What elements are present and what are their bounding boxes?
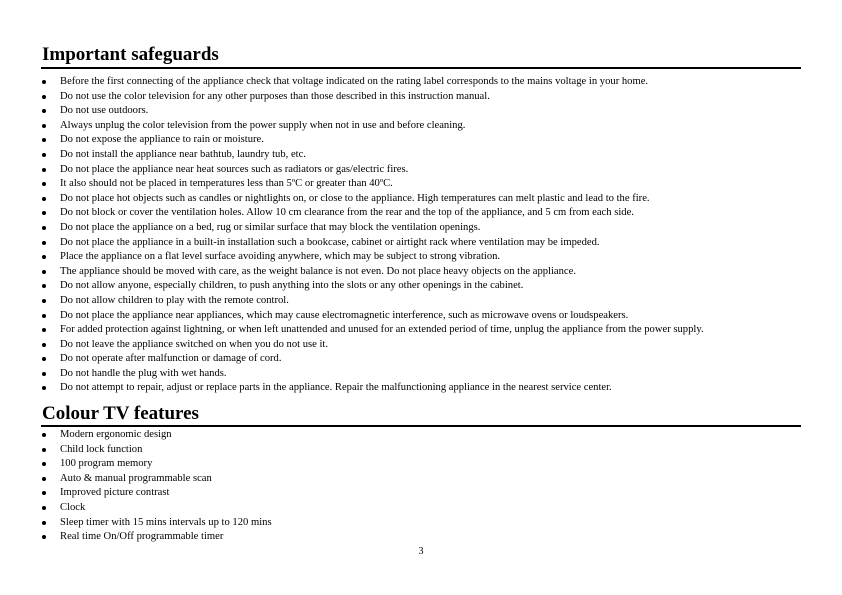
list-item-text: It also should not be placed in temperatures less than 5ºC or greater than 40ºC. <box>60 178 393 190</box>
bullet-icon <box>42 226 46 230</box>
list-item-text: Do not place the appliance near heat sources such as radiators or gas/electric fires. <box>60 163 409 175</box>
bullet-icon <box>42 241 46 245</box>
bullet-icon <box>42 521 46 525</box>
bullet-icon <box>42 299 46 303</box>
list-item-text: Before the first connecting of the appliance check that voltage indicated on the rating label corresponds to the mains voltage in your home. <box>60 76 649 87</box>
list-item-text: Clock <box>60 501 86 513</box>
bullet-icon <box>42 80 46 84</box>
list-item-text: For added protection against lightning, or when left unattended and unused for an extended period of time, unplug the appliance from the power supply. <box>60 324 704 336</box>
bullet-icon <box>42 328 46 332</box>
bullet-icon <box>42 386 46 390</box>
bullet-icon <box>42 372 46 376</box>
bullet-icon <box>42 314 46 318</box>
list-item-text: Do not place the appliance in a built-in installation such a bookcase, cabinet or airtight rack where ventilation may be impeded. <box>60 236 600 248</box>
list-item-text: Real time On/Off programmable timer <box>60 531 224 543</box>
list-item-text: Do not place the appliance near appliances, which may cause electromagnetic interference, such as microwave ovens or loudspeakers. <box>60 309 629 321</box>
bullet-icon <box>42 491 46 495</box>
list-item-text: Do not leave the appliance switched on when you do not use it. <box>60 338 329 350</box>
bullet-icon <box>42 153 46 157</box>
bullet-icon <box>42 124 46 128</box>
list-item-text: Do not install the appliance near bathtub, laundry tub, etc. <box>60 148 306 160</box>
safeguards-heading-rule <box>41 67 801 69</box>
bullet-icon <box>42 477 46 481</box>
list-item-text: Do not place the appliance on a bed, rug or similar surface that may block the ventilation openings. <box>60 221 481 233</box>
bullet-icon <box>42 211 46 215</box>
bullet-icon <box>42 197 46 201</box>
list-item-text: Do not expose the appliance to rain or moisture. <box>60 134 264 146</box>
list-item-text: Do not allow children to play with the remote control. <box>60 294 289 306</box>
bullet-icon <box>42 109 46 113</box>
list-item-text: Always unplug the color television from the power supply when not in use and before cleaning. <box>60 119 466 131</box>
list-item-text: The appliance should be moved with care, as the weight balance is not even. Do not place heavy objects on the appliance. <box>60 265 576 277</box>
bullet-icon <box>42 462 46 466</box>
list-item-text: Auto & manual programmable scan <box>60 472 212 484</box>
bullet-icon <box>42 343 46 347</box>
list-item-text: Place the appliance on a flat level surface avoiding anywhere, which may be subject to strong vibration. <box>60 251 501 263</box>
bullet-icon <box>42 506 46 510</box>
features-heading-rule <box>41 425 801 427</box>
bullet-icon <box>42 95 46 99</box>
bullet-icon <box>42 138 46 142</box>
list-item-text: Sleep timer with 15 mins intervals up to 120 mins <box>60 516 272 528</box>
features-heading: Colour TV features <box>42 403 199 424</box>
bullet-icon <box>42 357 46 361</box>
list-item-text: Do not place hot objects such as candles or nightlights on, or close to the appliance. High temperatures can melt plastic and lead to the fire. <box>60 192 650 204</box>
list-item-text: Do not operate after malfunction or damage of cord. <box>60 353 282 365</box>
list-item-text: Child lock function <box>60 443 143 455</box>
list-item-text: Do not handle the plug with wet hands. <box>60 367 227 379</box>
list-item-text: 100 program memory <box>60 458 153 470</box>
bullet-icon <box>42 255 46 259</box>
bullet-icon <box>42 270 46 274</box>
bullet-icon <box>42 448 46 452</box>
bullet-icon <box>42 168 46 172</box>
list-item-text: Do not use outdoors. <box>60 105 149 117</box>
safeguards-heading: Important safeguards <box>42 44 219 65</box>
bullet-icon <box>42 284 46 288</box>
bullet-icon <box>42 535 46 539</box>
page-number: 3 <box>418 546 424 557</box>
list-item-text: Do not use the color television for any other purposes than those described in this instruction manual. <box>60 90 490 102</box>
list-item-text: Modern ergonomic design <box>60 429 172 440</box>
bullet-icon <box>42 433 46 437</box>
list-item-text: Do not attempt to repair, adjust or replace parts in the appliance. Repair the malfunctioning appliance in the nearest service center. <box>60 382 612 394</box>
list-item-text: Do not block or cover the ventilation holes. Allow 10 cm clearance from the rear and the top of the appliance, and 5 cm from each side. <box>60 207 634 219</box>
list-item-text: Do not allow anyone, especially children, to push anything into the slots or any other openings in the cabinet. <box>60 280 524 292</box>
bullet-icon <box>42 182 46 186</box>
list-item-text: Improved picture contrast <box>60 487 170 499</box>
